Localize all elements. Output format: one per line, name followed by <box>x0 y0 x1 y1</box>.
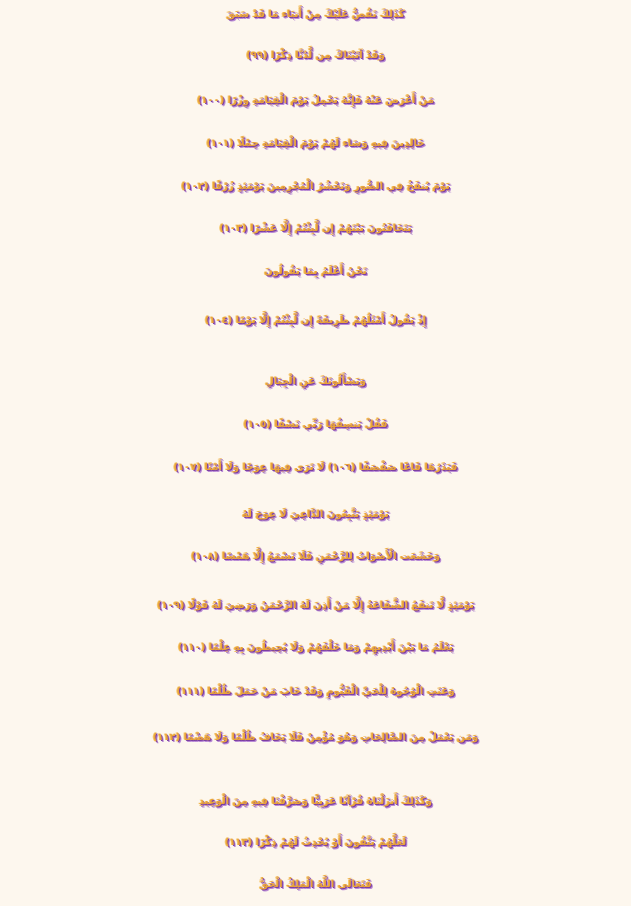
verse-line-15: يَعْلَمُ مَا بَيْنَ أَيْدِيهِمْ وَمَا خَلْفَهُمْ وَلَا يُحِيطُونَ بِهِ عِلْمًا (١١٠) <box>177 642 454 653</box>
verse-line-10: فَقُلْ يَنسِفُهَا رَبِّي نَسْفًا (١٠٥) <box>243 419 388 430</box>
verse-line-9: وَيَسْأَلُونَكَ عَنِ الْجِبَالِ <box>265 376 366 387</box>
verse-line-1: كَذَلِكَ نَقُصُّ عَلَيْكَ مِنْ أَنبَاء مَا قَدْ سَبَقَ <box>226 9 405 20</box>
verse-line-18: وَكَذَلِكَ أَنزَلْنَاهُ قُرْآنًا عَرَبِيًّا وَصَرَّفْنَا فِيهِ مِنَ الْوَعِيدِ <box>198 796 432 807</box>
verse-line-17: وَمَن يَعْمَلْ مِنَ الصَّالِحَاتِ وَهُوَ مُؤْمِنٌ فَلَا يَخَافُ ظُلْمًا وَلَا هَضْمًا (١١٢) <box>152 732 479 743</box>
verse-line-6: يَتَخَافَتُونَ بَيْنَهُمْ إِن لَّبِثْتُمْ إِلَّا عَشْرًا (١٠٣) <box>219 223 412 234</box>
verse-line-14: يَوْمَئِذٍ لَّا تَنفَعُ الشَّفَاعَةُ إِلَّا مَنْ أَذِنَ لَهُ الرَّحْمَنُ وَرَضِيَ لَهُ قَوْلًا (١٠٩) <box>157 600 474 611</box>
verse-line-3: مَنْ أَعْرَضَ عَنْهُ فَإِنَّهُ يَحْمِلُ يَوْمَ الْقِيَامَةِ وِزْرًا (١٠٠) <box>196 95 435 106</box>
verse-line-11: فَيَذَرُهَا قَاعًا صَفْصَفًا (١٠٦) لَا تَرَى فِيهَا عِوَجًا وَلَا أَمْتًا (١٠٧) <box>173 462 458 473</box>
verse-line-12: يَوْمَئِذٍ يَتَّبِعُونَ الدَّاعِيَ لَا عِوَجَ لَهُ <box>242 509 389 520</box>
verse-line-20: فَتَعَالَى اللَّهُ الْمَلِكُ الْحَقُّ <box>259 879 372 890</box>
verse-line-4: خَالِدِينَ فِيهِ وَسَاء لَهُمْ يَوْمَ الْقِيَامَةِ حِمْلًا (١٠١) <box>206 138 425 149</box>
verse-line-16: وَعَنَتِ الْوُجُوهُ لِلْحَيِّ الْقَيُّومِ وَقَدْ خَابَ مَنْ حَمَلَ ظُلْمًا (١١١) <box>176 686 455 697</box>
verse-line-13: وَخَشَعَت الْأَصْوَاتُ لِلرَّحْمَنِ فَلَا تَسْمَعُ إِلَّا هَمْسًا (١٠٨) <box>191 551 440 562</box>
verse-line-5: يَوْمَ يُنفَخُ فِي الصُّورِ وَنَحْشُرُ الْمُجْرِمِينَ يَوْمَئِذٍ زُرْقًا (١٠٢) <box>181 181 450 192</box>
verse-line-19: لَعَلَّهُمْ يَتَّقُونَ أَوْ يُحْدِثُ لَهُمْ ذِكْرًا (١١٣) <box>224 837 407 848</box>
verse-line-2: وَقَدْ آتَيْنَاكَ مِن لَّدُنَّا ذِكْرًا (٩٩) <box>246 50 385 61</box>
verse-line-8: إِذْ يَقُولُ أَمْثَلُهُمْ طَرِيقَةً إِن لَّبِثْتُمْ إِلَّا يَوْمًا (١٠٤) <box>204 315 427 326</box>
verse-line-7: نَحْنُ أَعْلَمُ بِمَا يَقُولُونَ <box>264 266 367 277</box>
